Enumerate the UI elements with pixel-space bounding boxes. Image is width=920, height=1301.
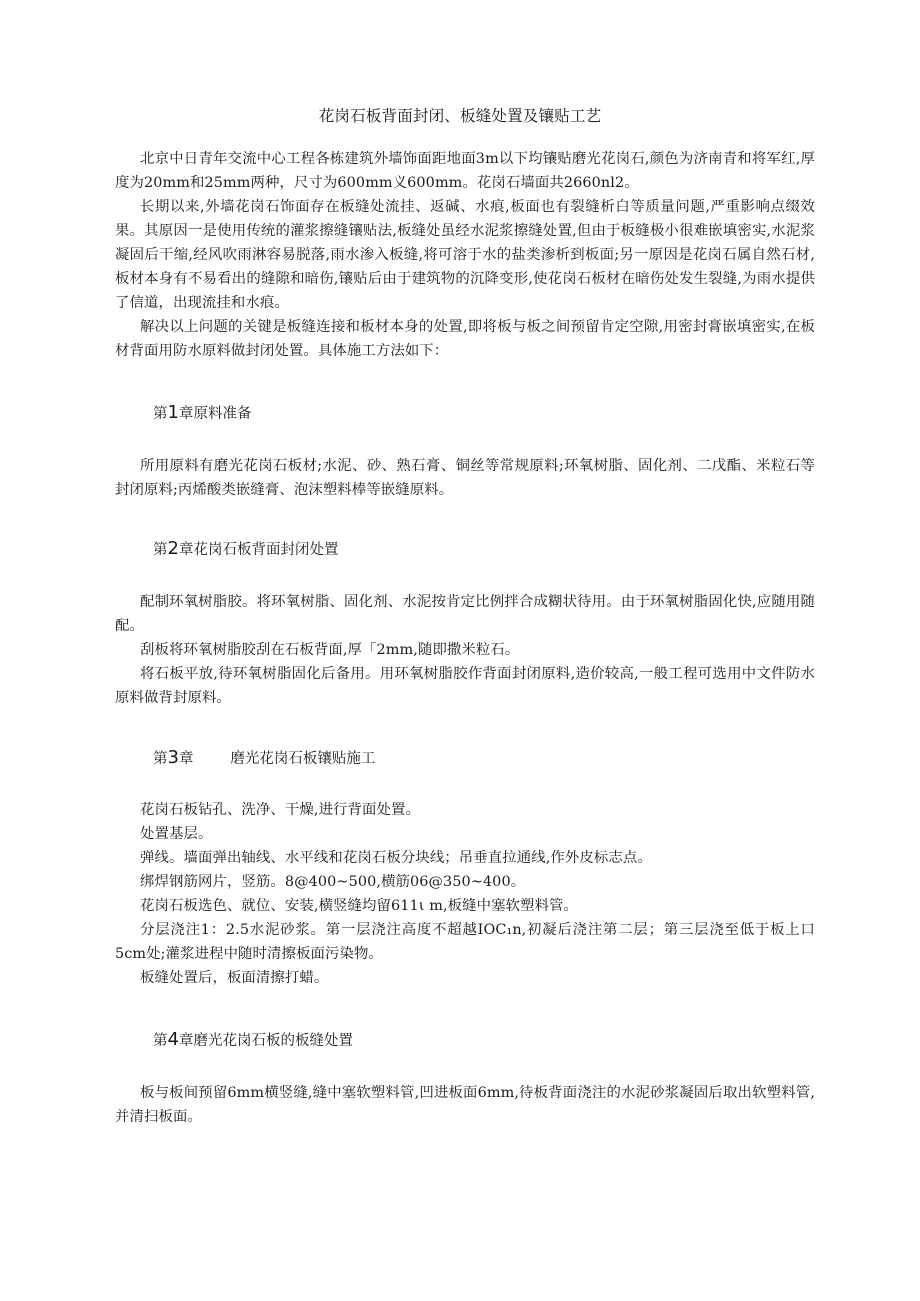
chapter-2-prefix: 第 [153,542,168,558]
chapter-2-paragraph-3: 将石板平放,待环氧树脂固化后备用。用环氧树脂胶作背面封闭原料,造价较高,一般工程可选用中文件防水原料做背封原料。 [115,666,815,706]
chapter-3-heading [153,746,375,771]
chapter-4-paragraph-1: 板与板间预留6mm横竖缝,缝中塞软塑料管,凹进板面6mm,待板背面浇注的水泥砂浆凝固后取出软塑料管,并清扫板面。 [115,1085,815,1125]
chapter-4-prefix: 第 [153,1033,168,1049]
intro-paragraph-2: 长期以来,外墙花岗石饰面存在板缝处流挂、返碱、水痕,板面也有裂缝析白等质量问题,严重影响点缀效果。其原因一是使用传统的灌浆擦缝镶贴法,板缝处虽经水泥浆擦缝处置,但由于板缝极小很难嵌填密实,水泥浆凝固后干缩,经风吹雨淋容易脱落,雨水渗入板缝,将可溶于水的盐类渗析到板面;另一原因是花岗石属自然石材,板材本身有不易看出的缝隙和暗伤,镶贴后由于建筑物的沉降变形,使花岗石板材在暗伤处发生裂缝,为雨水提供了信道，出现流挂和水痕。 [115,199,815,311]
chapter-2-paragraph-1: 配制环氧树脂胶。将环氧树脂、固化剂、水泥按肯定比例拌合成糊状待用。由于环氧树脂固化快,应随用随配。 [115,594,815,634]
chapter-3-paragraph-7: 板缝处置后，板面清擦打蜡。 [140,970,329,986]
intro-paragraph-3: 解决以上问题的关键是板缝连接和板材本身的处置,即将板与板之间预留肯定空隙,用密封膏嵌填密实,在板材背面用防水原料做封闭处置。具体施工方法如下： [115,319,815,359]
chapter-2-paragraph-2: 刮板将环氧树脂胶刮在石板背面,厚「2mm,随即撒米粒石。 [140,642,520,658]
chapter-4-number: 4 [167,1029,179,1050]
chapter-2-title: 章花岗石板背面封闭处置 [178,542,339,558]
chapter-3-paragraph-3: 弹线。墙面弹出轴线、水平线和花岗石板分块线；吊垂直拉通线,作外皮标志点。 [140,850,652,866]
chapter-3-paragraph-5: 花岗石板选色、就位、安装,横竖缝均留611ι m,板缝中塞软塑料管。 [140,898,579,914]
chapter-1-number: 1 [167,402,179,423]
chapter-1-body [115,454,815,502]
chapter-4-title: 章磨光花岗石板的板缝处置 [178,1033,353,1049]
intro-paragraph-1: 北京中日青年交流中心工程各栋建筑外墙饰面距地面3m以下均镶贴磨光花岗石,颜色为济南青和将军红,厚度为20mm和25mm两种，尺寸为600mm义600mm。花岗石墙面共2660nl2。 [115,151,815,191]
chapter-3-paragraph-6: 分层浇注1：2.5水泥砂浆。第一层浇注高度不超越IOC₁n,初凝后浇注第二层；第三层浇至低于板上口5cm处;灌浆进程中随时清擦板面污染物。 [115,922,815,962]
chapter-1-title: 章原料准备 [178,406,252,422]
chapter-2-body [115,590,815,710]
chapter-4-body [115,1081,815,1129]
chapter-2-heading [153,537,338,562]
chapter-4-heading [153,1028,353,1053]
intro-section [115,147,815,363]
chapter-3-title: 章 磨光花岗石板镶贴施工 [178,751,376,767]
chapter-1-heading [153,401,251,426]
chapter-3-paragraph-1: 花岗石板钻孔、洗净、干燥,进行背面处置。 [140,802,420,818]
chapter-3-number: 3 [167,747,179,768]
chapter-2-number: 2 [167,538,179,559]
document-title: 花岗石板背面封闭、板缝处置及镶贴工艺 [318,107,602,125]
chapter-3-paragraph-2: 处置基层。 [140,826,213,842]
chapter-1-prefix: 第 [153,406,168,422]
chapter-3-paragraph-4: 绑焊钢筋网片，竖筋。8@400~500,横筋06@350~400。 [140,874,526,890]
chapter-1-paragraph-1: 所用原料有磨光花岗石板材;水泥、砂、熟石膏、铜丝等常规原料;环氧树脂、固化剂、二戊酯、米粒石等封闭原料;丙烯酸类嵌缝膏、泡沫塑料棒等嵌缝原料。 [115,458,815,498]
chapter-3-body [115,798,815,990]
chapter-3-prefix: 第 [153,751,168,767]
